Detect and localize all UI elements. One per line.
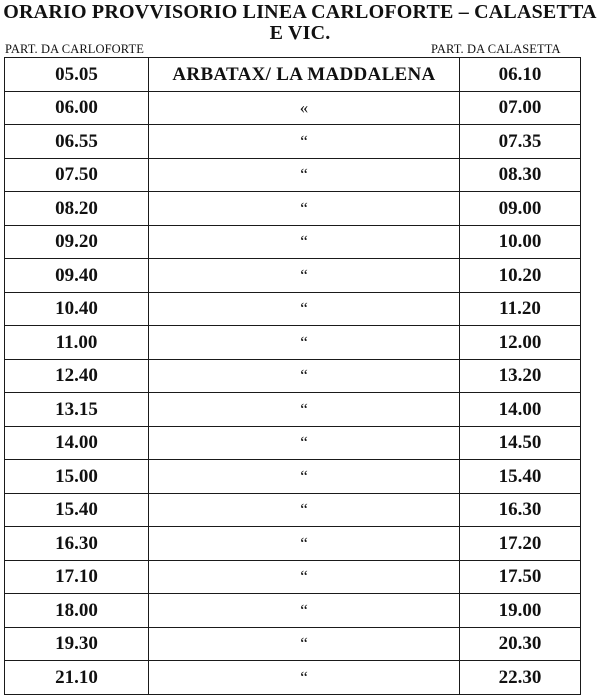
departure-carloforte: 10.40	[5, 292, 149, 326]
departure-calasetta: 06.10	[460, 58, 581, 92]
timetable-body	[5, 58, 581, 695]
departure-carloforte: 06.00	[5, 91, 149, 125]
departure-carloforte: 11.00	[5, 326, 149, 360]
ditto-mark: “	[149, 225, 460, 259]
departure-calasetta: 14.00	[460, 393, 581, 427]
table-row	[5, 192, 581, 226]
page-title	[0, 0, 600, 44]
ditto-mark: “	[149, 460, 460, 494]
ditto-mark: “	[149, 627, 460, 661]
timetable	[4, 57, 581, 695]
departure-calasetta: 07.35	[460, 125, 581, 159]
ditto-mark: “	[149, 359, 460, 393]
table-row	[5, 91, 581, 125]
table-row	[5, 426, 581, 460]
departure-calasetta: 12.00	[460, 326, 581, 360]
departure-calasetta: 11.20	[460, 292, 581, 326]
table-row	[5, 158, 581, 192]
title-line-1: ORARIO PROVVISORIO LINEA CARLOFORTE – CALASETTA	[3, 1, 597, 23]
table-row	[5, 661, 581, 695]
departure-calasetta: 17.20	[460, 527, 581, 561]
departure-calasetta: 07.00	[460, 91, 581, 125]
table-row	[5, 259, 581, 293]
ditto-mark: “	[149, 326, 460, 360]
departure-carloforte: 08.20	[5, 192, 149, 226]
departure-calasetta: 22.30	[460, 661, 581, 695]
departure-carloforte: 19.30	[5, 627, 149, 661]
departure-carloforte: 15.40	[5, 493, 149, 527]
departure-calasetta: 16.30	[460, 493, 581, 527]
ditto-mark: “	[149, 560, 460, 594]
route-note: ARBATAX/ LA MADDALENA	[149, 58, 460, 92]
departure-calasetta: 19.00	[460, 594, 581, 628]
ditto-mark: “	[149, 393, 460, 427]
table-row	[5, 527, 581, 561]
ditto-mark: “	[149, 292, 460, 326]
departure-carloforte: 07.50	[5, 158, 149, 192]
table-row	[5, 493, 581, 527]
departure-calasetta: 08.30	[460, 158, 581, 192]
table-row	[5, 58, 581, 92]
departure-carloforte: 13.15	[5, 393, 149, 427]
departure-calasetta: 14.50	[460, 426, 581, 460]
table-row	[5, 292, 581, 326]
table-row	[5, 393, 581, 427]
title-line-2: E VIC.	[269, 22, 331, 44]
departure-carloforte: 21.10	[5, 661, 149, 695]
ditto-mark: “	[149, 493, 460, 527]
departure-calasetta: 09.00	[460, 192, 581, 226]
table-row	[5, 594, 581, 628]
departure-calasetta: 15.40	[460, 460, 581, 494]
table-row	[5, 125, 581, 159]
departure-carloforte: 09.40	[5, 259, 149, 293]
departure-calasetta: 20.30	[460, 627, 581, 661]
column-header-carloforte: PART. DA CARLOFORTE	[5, 42, 144, 56]
departure-carloforte: 18.00	[5, 594, 149, 628]
ditto-mark: “	[149, 158, 460, 192]
table-row	[5, 460, 581, 494]
table-row	[5, 627, 581, 661]
ditto-mark: “	[149, 259, 460, 293]
table-row	[5, 560, 581, 594]
table-row	[5, 225, 581, 259]
departure-carloforte: 15.00	[5, 460, 149, 494]
departure-carloforte: 14.00	[5, 426, 149, 460]
ditto-mark: “	[149, 661, 460, 695]
departure-carloforte: 12.40	[5, 359, 149, 393]
departure-carloforte: 06.55	[5, 125, 149, 159]
ditto-mark: “	[149, 125, 460, 159]
departure-calasetta: 17.50	[460, 560, 581, 594]
column-header-calasetta: PART. DA CALASETTA	[431, 42, 561, 56]
table-row	[5, 359, 581, 393]
departure-calasetta: 10.00	[460, 225, 581, 259]
ditto-mark: “	[149, 192, 460, 226]
departure-calasetta: 13.20	[460, 359, 581, 393]
departure-carloforte: 09.20	[5, 225, 149, 259]
table-row	[5, 326, 581, 360]
departure-carloforte: 16.30	[5, 527, 149, 561]
ditto-mark: “	[149, 594, 460, 628]
ditto-mark: “	[149, 527, 460, 561]
departure-carloforte: 05.05	[5, 58, 149, 92]
departure-carloforte: 17.10	[5, 560, 149, 594]
ditto-mark: “	[149, 426, 460, 460]
departure-calasetta: 10.20	[460, 259, 581, 293]
ditto-mark: «	[149, 91, 460, 125]
